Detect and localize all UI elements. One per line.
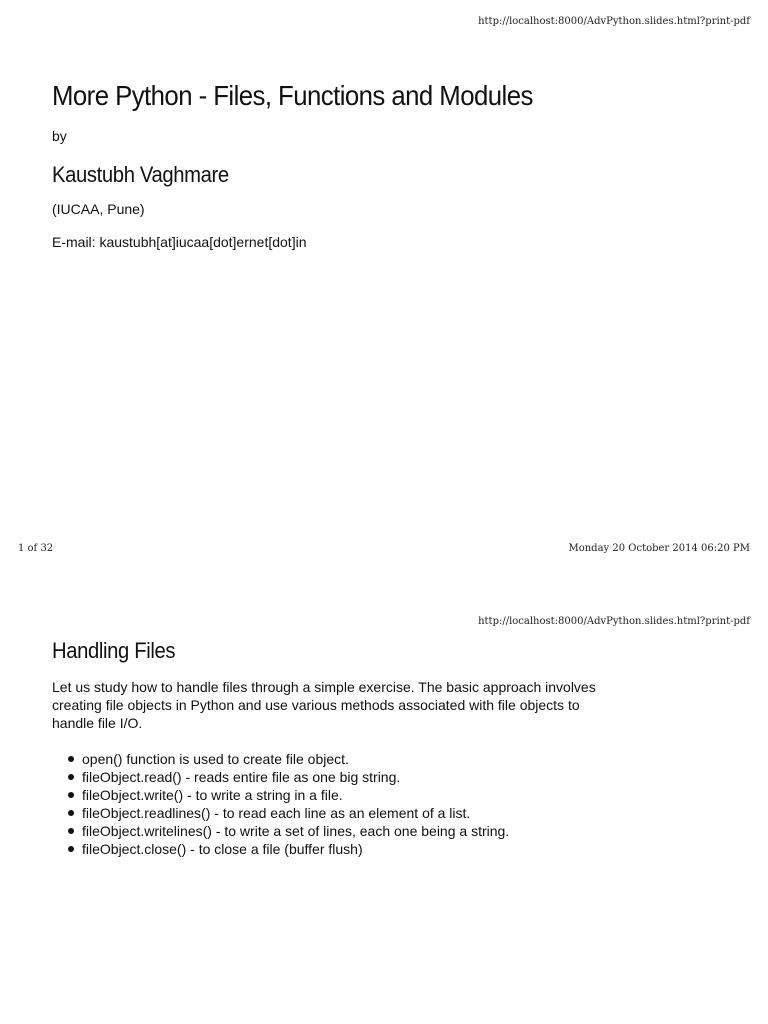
pdf-page-2 <box>0 600 768 1024</box>
page-header-url: http://localhost:8000/AdvPython.slides.html?print-pdf <box>478 616 750 627</box>
list-item: fileObject.write() - to write a string in a file. <box>82 786 509 804</box>
list-item: fileObject.readlines() - to read each line as an element of a list. <box>82 804 509 822</box>
page-count: 1 of 32 <box>18 543 54 554</box>
print-timestamp: Monday 20 October 2014 06:20 PM <box>568 543 750 554</box>
slide-title: More Python - Files, Functions and Modules <box>52 80 533 111</box>
author-email: E-mail: kaustubh[at]iucaa[dot]ernet[dot]in <box>52 234 307 250</box>
intro-paragraph: Let us study how to handle files through a simple exercise. The basic approach involves creating file objects in Python and use various methods associated with file objects to handle file I/O. <box>52 679 596 731</box>
page-header-url: http://localhost:8000/AdvPython.slides.html?print-pdf <box>478 16 750 27</box>
list-item: fileObject.close() - to close a file (buffer flush) <box>82 840 509 858</box>
list-item: open() function is used to create file object. <box>82 750 509 768</box>
author-affiliation: (IUCAA, Pune) <box>52 201 145 217</box>
file-methods-list <box>52 750 509 858</box>
section-title: Handling Files <box>52 638 176 663</box>
list-item: fileObject.read() - reads entire file as one big string. <box>82 768 509 786</box>
author-name: Kaustubh Vaghmare <box>52 162 229 187</box>
list-item: fileObject.writelines() - to write a set of lines, each one being a string. <box>82 823 510 839</box>
by-label: by <box>52 128 67 144</box>
